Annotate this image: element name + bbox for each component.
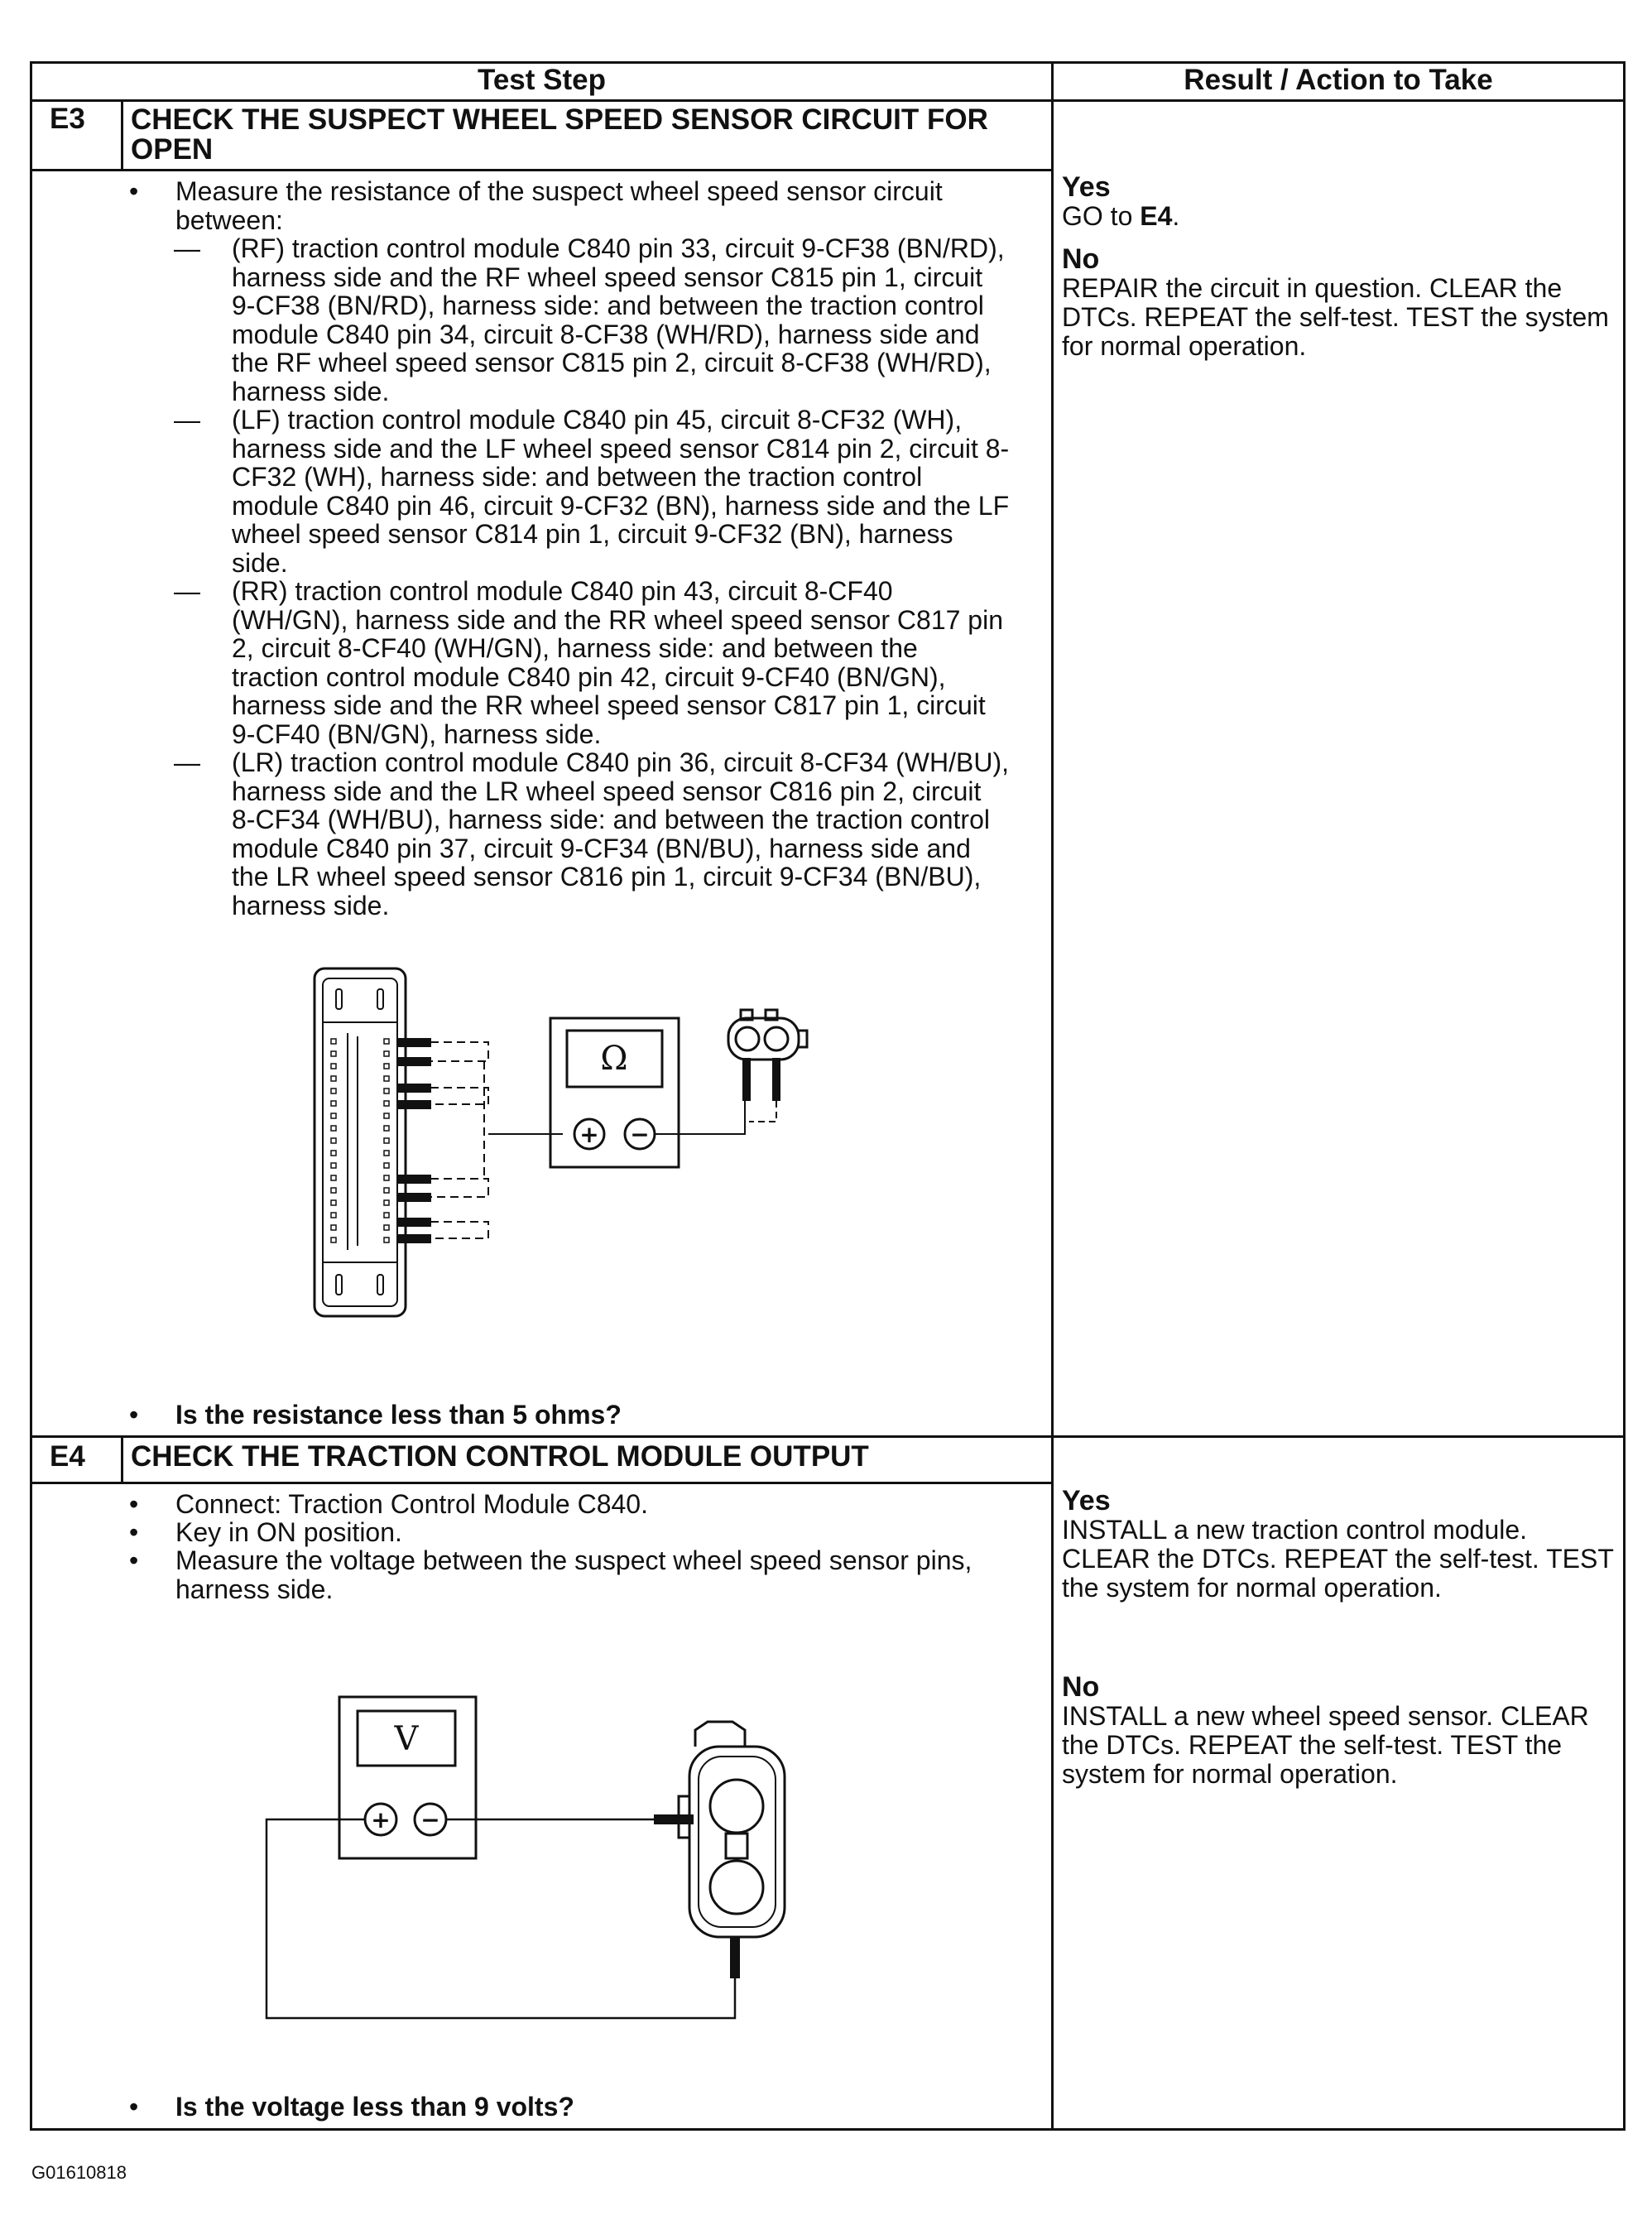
table-right-border bbox=[1623, 61, 1626, 2131]
result-label-no: No bbox=[1062, 1671, 1100, 1703]
result-text-suffix: . bbox=[1172, 201, 1180, 231]
voltmeter-lead-positive bbox=[267, 1819, 735, 2018]
result-text-no: INSTALL a new wheel speed sensor. CLEAR the DTCs. REPEAT the self-test. TEST the system for normal operation. bbox=[1062, 1701, 1589, 1789]
dash-symbol: — bbox=[174, 233, 200, 263]
column-divider bbox=[1051, 61, 1054, 2131]
step-title-e3: CHECK THE SUSPECT WHEEL SPEED SENSOR CIRCUIT FOR OPEN bbox=[131, 103, 988, 166]
sensor-probe-pins bbox=[742, 1058, 780, 1101]
table-left-border bbox=[30, 61, 32, 2131]
e3-sub-item-lf: (LF) traction control module C840 pin 45, circuit 8-CF32 (WH), harness side and the LF wheel speed sensor C814 pin 2, circuit 8-CF32 (WH), harness side: and between the traction control module C840 pin 46, circuit 9-CF32 (BN), harness side and the LF wheel speed sensor C814 pin 1, circuit 9-CF32 (BN), harness side. bbox=[232, 405, 1010, 578]
e3-title-bottom-border bbox=[30, 169, 1054, 171]
step-id-e4: E4 bbox=[50, 1440, 85, 1473]
e4-bullet-measure: Measure the voltage between the suspect wheel speed sensor pins, harness side. bbox=[175, 1545, 972, 1604]
e3-bottom-border bbox=[30, 1435, 1626, 1438]
result-label-yes: Yes bbox=[1062, 1485, 1111, 1516]
result-text-yes bbox=[1062, 202, 1616, 231]
e3-bullet-text: Measure the resistance of the suspect wheel speed sensor circuit between: bbox=[175, 176, 943, 235]
ohmmeter-plus-terminal: + bbox=[579, 1121, 599, 1148]
dash-symbol: — bbox=[174, 405, 200, 435]
tcm-pin-rows bbox=[331, 1039, 389, 1242]
ohmmeter-omega-symbol: Ω bbox=[600, 1040, 628, 1078]
e4-question: Is the voltage less than 9 volts? bbox=[175, 2092, 574, 2122]
dash-symbol: — bbox=[174, 747, 200, 777]
table-bottom-border bbox=[30, 2128, 1626, 2131]
sensor-dashed-lead bbox=[749, 1101, 776, 1122]
e4-bullet-key: Key in ON position. bbox=[175, 1517, 402, 1547]
header-result-action: Result / Action to Take bbox=[1184, 64, 1493, 96]
bullet-symbol: • bbox=[129, 1545, 139, 1575]
voltmeter-plus-terminal: + bbox=[371, 1806, 391, 1834]
dash-symbol: — bbox=[174, 576, 200, 606]
tcm-dashed-leads bbox=[430, 1042, 488, 1238]
result-label-yes: Yes bbox=[1062, 171, 1111, 203]
result-label-no: No bbox=[1062, 243, 1100, 275]
e4-id-divider bbox=[121, 1435, 123, 1483]
ohmmeter-lead-negative bbox=[655, 1101, 745, 1134]
result-text-no: REPAIR the circuit in question. CLEAR the DTCs. REPEAT the self-test. TEST the system for normal operation. bbox=[1062, 273, 1609, 361]
result-text-prefix: GO to bbox=[1062, 201, 1141, 231]
e3-resistance-diagram bbox=[298, 960, 828, 1324]
e3-result-yes bbox=[1062, 172, 1616, 231]
e3-id-divider bbox=[121, 99, 123, 171]
tcm-connector-c840 bbox=[315, 968, 406, 1316]
step-id-e3: E3 bbox=[50, 103, 85, 135]
e4-title-bottom-border bbox=[30, 1482, 1054, 1484]
e3-sub-item-lr: (LR) traction control module C840 pin 36, circuit 8-CF34 (WH/BU), harness side and the LR wheel speed sensor C816 pin 2, circuit 8-CF34 (WH/BU), harness side: and between the traction control module C840 pin 37, circuit 9-CF34 (BN/BU), harness side and the LR wheel speed sensor C816 pin 1, circuit 9-CF34 (BN/BU), harness side. bbox=[232, 747, 1009, 920]
e3-sub-item-rr: (RR) traction control module C840 pin 43, circuit 8-CF40 (WH/GN), harness side and the RR wheel speed sensor C817 pin 2, circuit 8-CF40 (WH/GN), harness side: and between the traction control module C840 pin 42, circuit 9-CF40 (BN/GN), harness side and the RR wheel speed sensor C817 pin 1, circuit 9-CF40 (BN/GN), harness side. bbox=[232, 576, 1003, 749]
bullet-symbol: • bbox=[129, 1489, 139, 1519]
e3-result-no bbox=[1062, 244, 1618, 361]
e4-bullet-connect: Connect: Traction Control Module C840. bbox=[175, 1489, 648, 1519]
e4-result-no bbox=[1062, 1672, 1616, 1789]
figure-code: G01610818 bbox=[31, 2162, 127, 2183]
wheel-speed-sensor-connector bbox=[679, 1722, 785, 1937]
bullet-symbol: • bbox=[129, 176, 139, 206]
header-test-step: Test Step bbox=[478, 64, 606, 96]
result-step-link: E4 bbox=[1140, 201, 1173, 231]
result-text-yes: INSTALL a new traction control module. CLEAR the DTCs. REPEAT the self-test. TEST the system for normal operation. bbox=[1062, 1515, 1614, 1603]
ohmmeter-minus-terminal: − bbox=[630, 1121, 650, 1148]
wheel-speed-sensor-connector bbox=[728, 1010, 807, 1060]
e4-voltage-diagram bbox=[265, 1689, 795, 2036]
bullet-symbol: • bbox=[129, 2092, 139, 2122]
bullet-symbol: • bbox=[129, 1517, 139, 1547]
e3-sub-item-rf: (RF) traction control module C840 pin 33, circuit 9-CF38 (BN/RD), harness side and the RF wheel speed sensor C815 pin 1, circuit 9-CF38 (BN/RD), harness side: and between the traction control module C840 pin 34, circuit 8-CF38 (WH/RD), harness side and the RF wheel speed sensor C815 pin 2, circuit 8-CF38 (WH/RD), harness side. bbox=[232, 233, 1005, 406]
step-title-e4: CHECK THE TRACTION CONTROL MODULE OUTPUT bbox=[131, 1440, 869, 1473]
tcm-probe-pins bbox=[397, 1039, 430, 1242]
header-bottom-border bbox=[30, 99, 1626, 102]
voltmeter-v-symbol: V bbox=[394, 1720, 419, 1758]
bullet-symbol: • bbox=[129, 1400, 139, 1430]
e3-question: Is the resistance less than 5 ohms? bbox=[175, 1400, 622, 1430]
e4-result-yes bbox=[1062, 1486, 1616, 1603]
voltmeter-minus-terminal: − bbox=[420, 1806, 440, 1834]
